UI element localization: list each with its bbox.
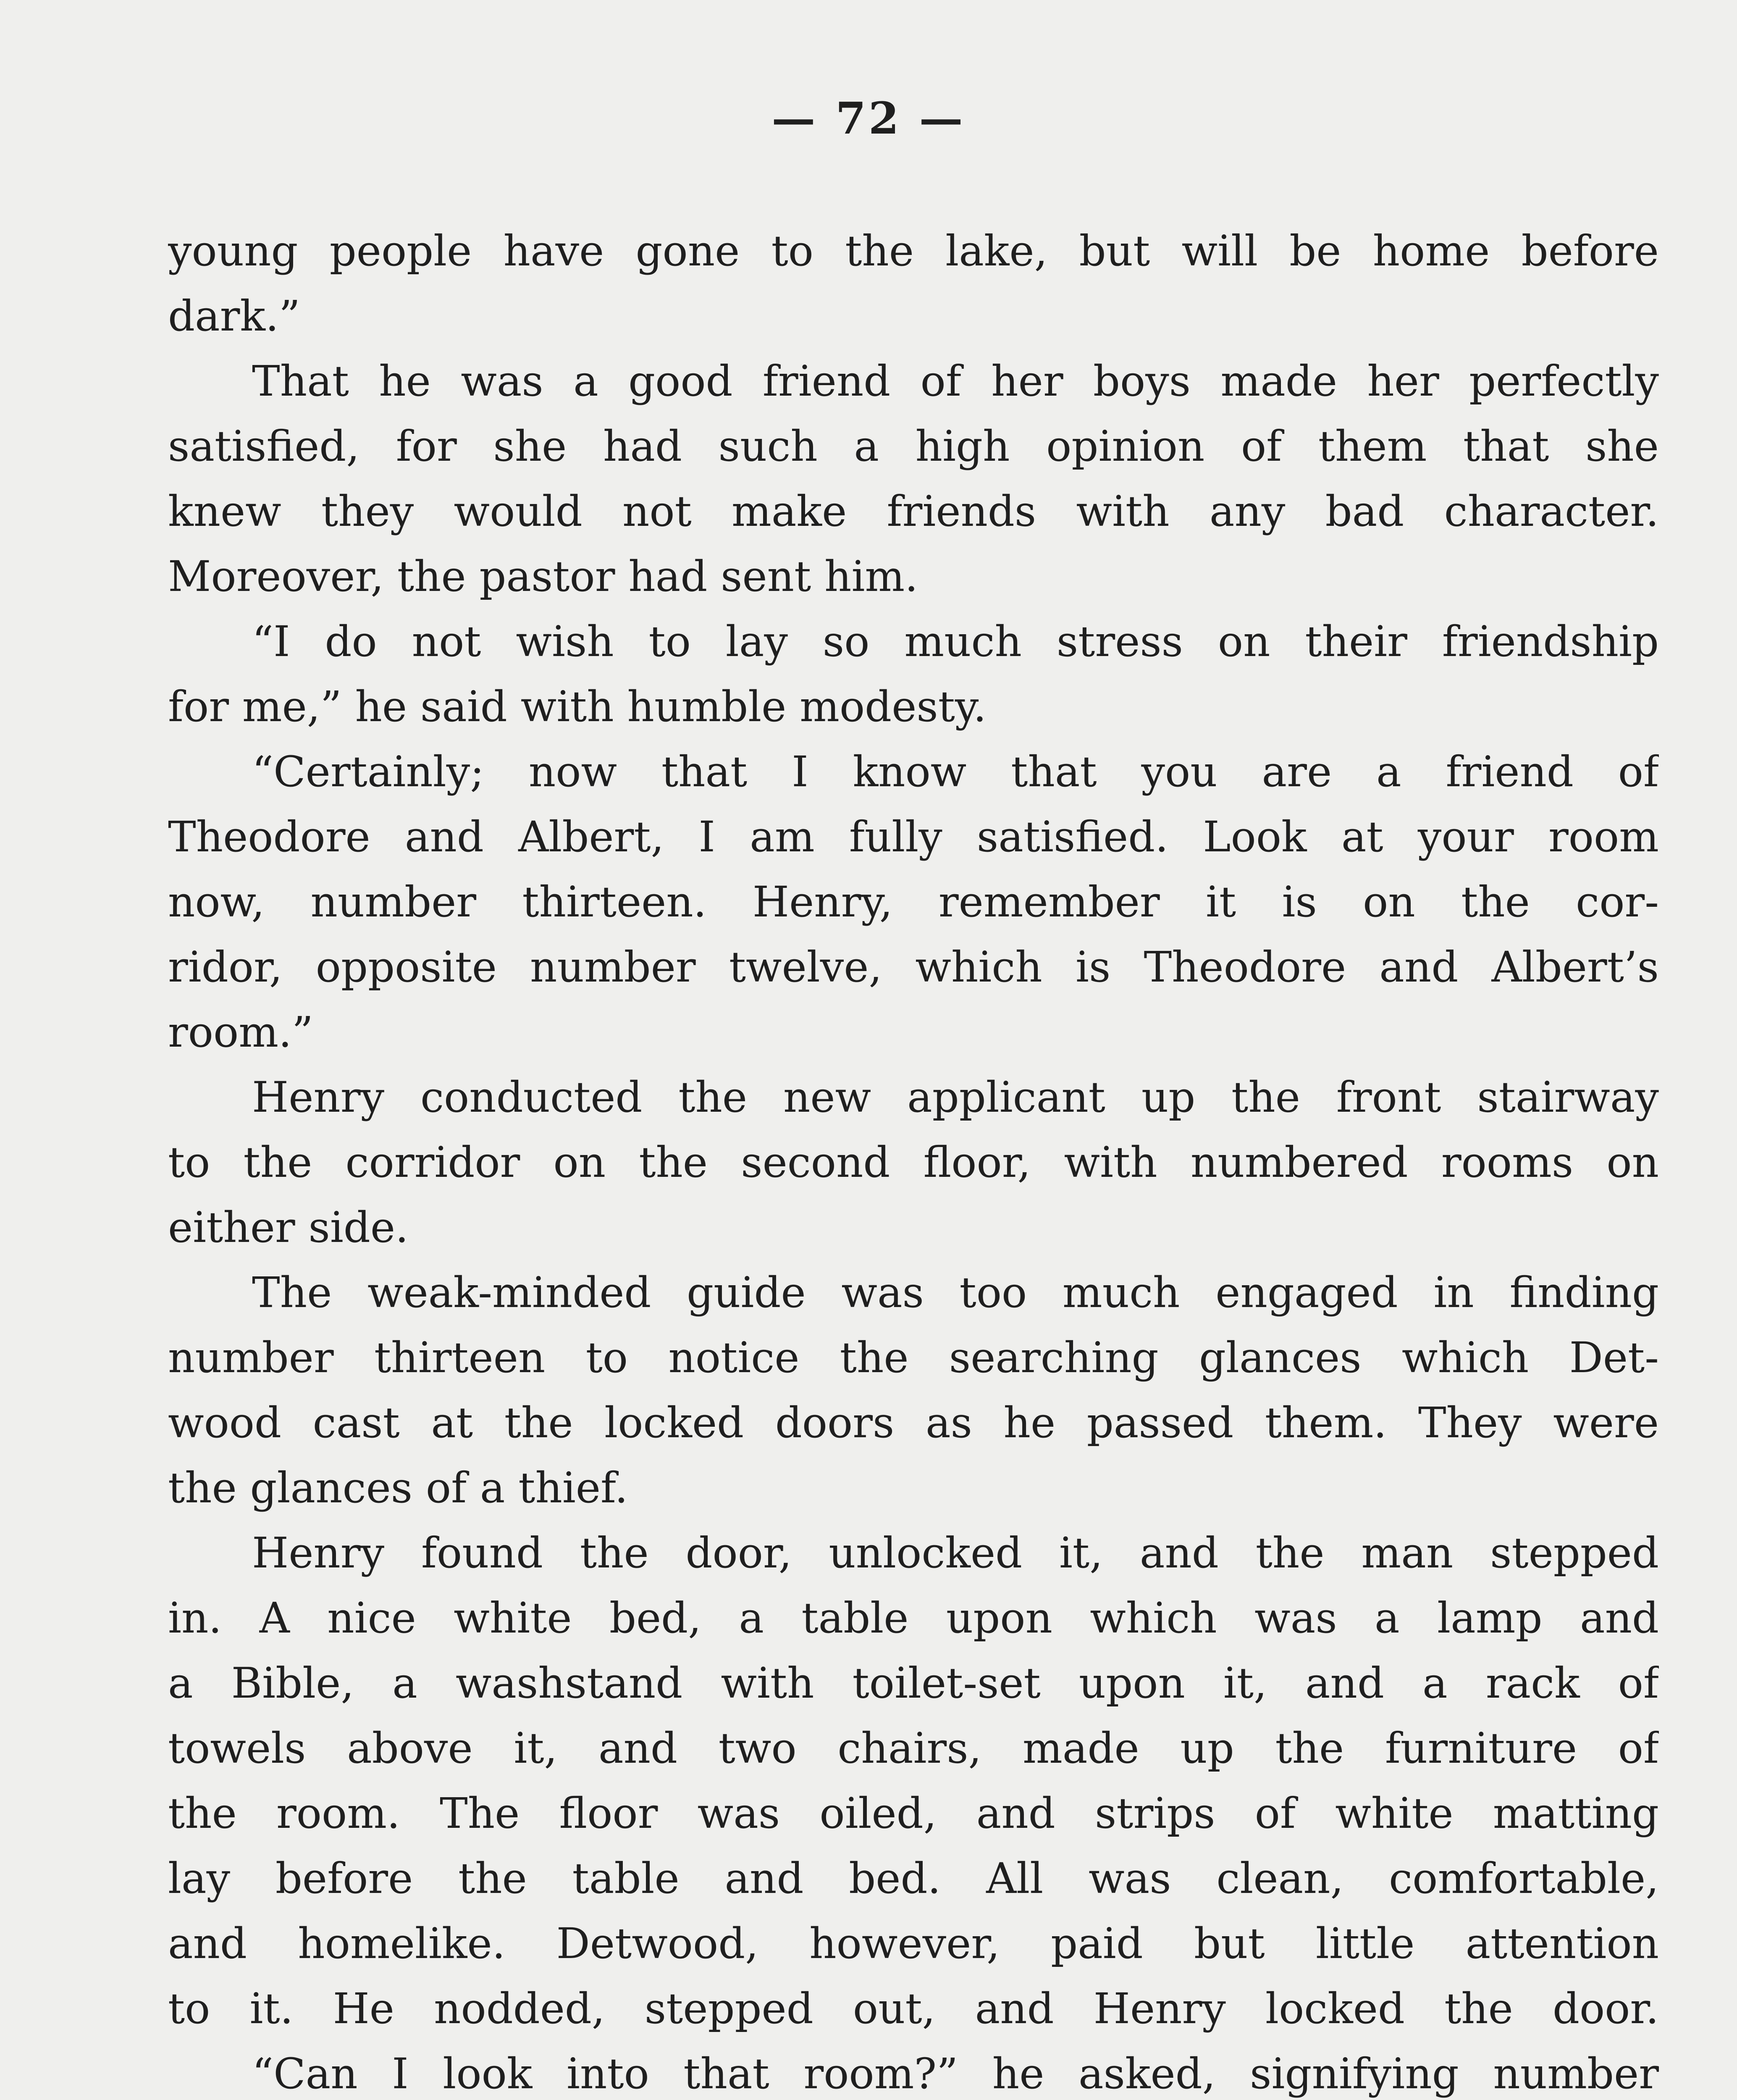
text-line: Moreover, the pastor had sent him. [168,552,918,601]
text-line: to it. He nodded, stepped out, and Henry locked the door. [168,1984,1659,2033]
text-line: to the corridor on the second floor, with numbered rooms on [168,1138,1659,1187]
text-line: either side. [168,1203,409,1252]
text-line: towels above it, and two chairs, made up the furniture of [168,1724,1659,1773]
text-line: Henry conducted the new applicant up the front stairway [252,1073,1659,1122]
text-line: lay before the table and bed. All was clean, comfortable, [168,1854,1659,1903]
text-line: wood cast at the locked doors as he passed them. They were [168,1398,1659,1447]
text-line: ridor, opposite number twelve, which is Theodore and Albert’s [168,942,1659,992]
text-line: now, number thirteen. Henry, remember it is on the cor- [168,877,1659,927]
text-line: dark.” [168,291,300,341]
text-line: satisfied, for she had such a high opinion of them that she [168,422,1659,471]
text-line: The weak-minded guide was too much engaged in finding [252,1268,1659,1317]
text-line: the room. The floor was oiled, and strips of white matting [168,1789,1659,1838]
text-line: room.” [168,1008,313,1057]
text-line: That he was a good friend of her boys made her perfectly [252,357,1659,406]
text-line: number thirteen to notice the searching glances which Det- [168,1333,1659,1382]
page-number: — 72 — [771,92,966,144]
text-line: a Bible, a washstand with toilet-set upon it, and a rack of [168,1659,1659,1708]
text-line: for me,” he said with humble modesty. [168,682,987,731]
text-line: “Can I look into that room?” he asked, signifying number [252,2049,1659,2098]
text-line: “Certainly; now that I know that you are a friend of [252,747,1659,796]
text-line: Henry found the door, unlocked it, and the man stepped [252,1528,1659,1578]
text-line: Theodore and Albert, I am fully satisfied. Look at your room [168,812,1659,861]
text-body [168,218,1659,2100]
text-line: in. A nice white bed, a table upon which was a lamp and [168,1593,1659,1643]
text-line: “I do not wish to lay so much stress on their friendship [252,617,1659,666]
text-line: and homelike. Detwood, however, paid but little attention [168,1919,1659,1968]
text-line: the glances of a thief. [168,1463,628,1512]
text-line: knew they would not make friends with any bad character. [168,487,1659,536]
text-line: young people have gone to the lake, but will be home before [168,226,1659,276]
